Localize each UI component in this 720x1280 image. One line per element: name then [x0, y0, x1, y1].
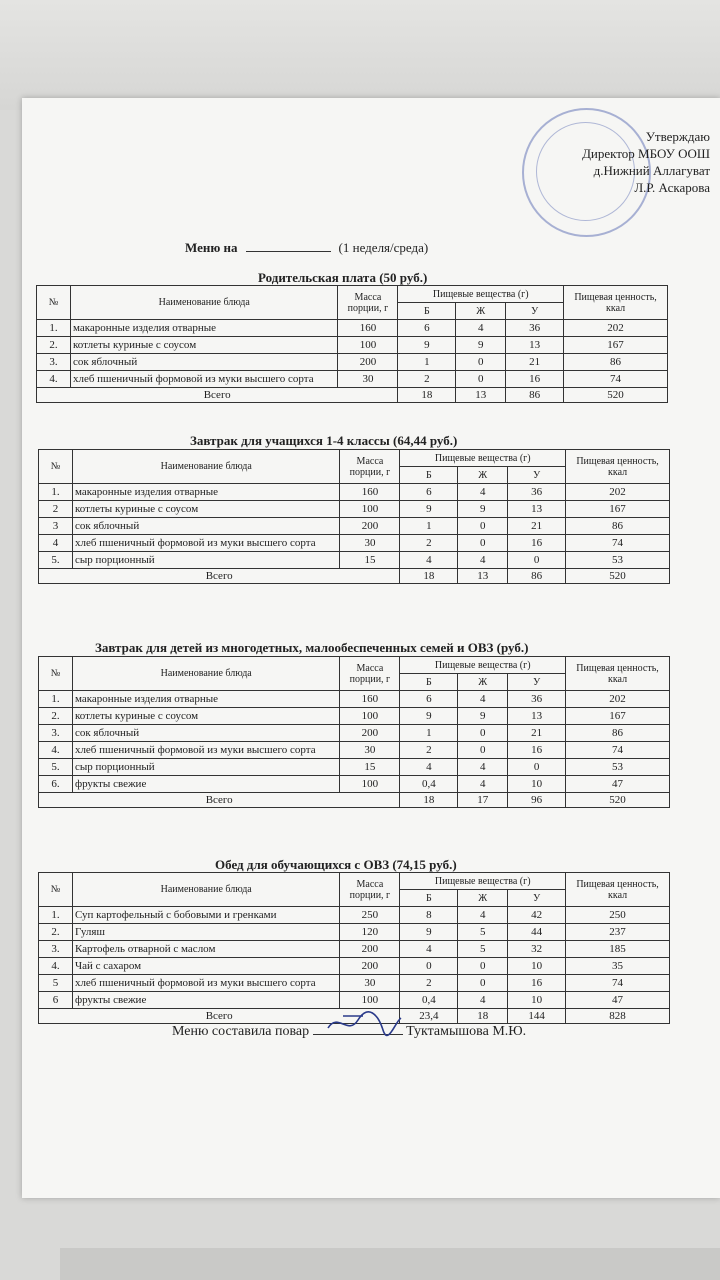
total-energy: 520: [566, 569, 670, 584]
total-carb: 86: [506, 388, 564, 403]
protein-value: 4: [400, 759, 458, 776]
col-header-name: Наименование блюда: [70, 286, 338, 320]
total-energy: 828: [566, 1009, 670, 1024]
menu-table: [36, 285, 668, 403]
carb-value: 16: [506, 371, 564, 388]
fat-value: 0: [458, 518, 508, 535]
fat-value: 5: [458, 941, 508, 958]
row-number: 5.: [39, 759, 73, 776]
portion-mass: 15: [340, 759, 400, 776]
fat-value: 4: [458, 691, 508, 708]
carb-value: 0: [508, 759, 566, 776]
row-number: 6.: [39, 776, 73, 793]
energy-value: 202: [566, 484, 670, 501]
col-header-nutrients: Пищевые вещества (г): [400, 873, 566, 890]
dish-name: сок яблочный: [72, 725, 340, 742]
dish-name: Суп картофельный с бобовыми и гренками: [72, 907, 340, 924]
col-header-u: У: [506, 303, 564, 320]
portion-mass: 100: [338, 337, 398, 354]
portion-mass: 200: [338, 354, 398, 371]
fat-value: 0: [456, 354, 506, 371]
portion-mass: 30: [340, 742, 400, 759]
protein-value: 2: [400, 535, 458, 552]
protein-value: 6: [400, 484, 458, 501]
table-row: [39, 958, 670, 975]
approval-line: д.Нижний Аллагуват: [593, 163, 710, 178]
portion-mass: 100: [340, 501, 400, 518]
col-header-b: Б: [400, 674, 458, 691]
menu-header-suffix: (1 неделя/среда): [338, 240, 429, 255]
row-number: 1.: [39, 907, 73, 924]
table-row: [39, 535, 670, 552]
table-row: [37, 320, 668, 337]
protein-value: 4: [400, 941, 458, 958]
carb-value: 36: [506, 320, 564, 337]
total-row: [39, 793, 670, 808]
carb-value: 36: [508, 691, 566, 708]
dish-name: фрукты свежие: [72, 992, 340, 1009]
col-header-zh: Ж: [458, 890, 508, 907]
table-row: [39, 552, 670, 569]
approval-line: Директор МБОУ ООШ: [582, 146, 710, 161]
energy-value: 202: [564, 320, 668, 337]
energy-value: 74: [566, 535, 670, 552]
protein-value: 1: [400, 518, 458, 535]
menu-header-prefix: Меню на: [185, 240, 238, 255]
dish-name: макаронные изделия отварные: [72, 484, 340, 501]
table-row: [39, 941, 670, 958]
table-row: [37, 337, 668, 354]
carb-value: 13: [506, 337, 564, 354]
carb-value: 16: [508, 742, 566, 759]
fat-value: 0: [458, 975, 508, 992]
energy-value: 53: [566, 759, 670, 776]
desk-edge: [60, 1248, 720, 1280]
col-header-b: Б: [398, 303, 456, 320]
energy-value: 35: [566, 958, 670, 975]
row-number: 2: [39, 501, 73, 518]
table-row: [39, 708, 670, 725]
fat-value: 4: [458, 552, 508, 569]
portion-mass: 30: [340, 975, 400, 992]
total-row: [39, 569, 670, 584]
dish-name: хлеб пшеничный формовой из муки высшего сорта: [72, 975, 340, 992]
dish-name: хлеб пшеничный формовой из муки высшего сорта: [72, 535, 340, 552]
total-protein: 18: [400, 569, 458, 584]
col-header-num: №: [39, 657, 73, 691]
carb-value: 32: [508, 941, 566, 958]
col-header-mass: Масса порции, г: [338, 286, 398, 320]
portion-mass: 200: [340, 958, 400, 975]
dish-name: макаронные изделия отварные: [72, 691, 340, 708]
portion-mass: 160: [340, 484, 400, 501]
table-row: [37, 371, 668, 388]
protein-value: 6: [398, 320, 456, 337]
protein-value: 1: [398, 354, 456, 371]
protein-value: 8: [400, 907, 458, 924]
table-row: [39, 518, 670, 535]
col-header-zh: Ж: [458, 467, 508, 484]
protein-value: 2: [398, 371, 456, 388]
fat-value: 0: [456, 371, 506, 388]
row-number: 4: [39, 535, 73, 552]
fat-value: 4: [458, 907, 508, 924]
row-number: 4.: [39, 958, 73, 975]
fat-value: 4: [458, 759, 508, 776]
energy-value: 237: [566, 924, 670, 941]
total-energy: 520: [564, 388, 668, 403]
protein-value: 9: [400, 708, 458, 725]
background-wall: [0, 0, 720, 110]
portion-mass: 160: [338, 320, 398, 337]
fat-value: 5: [458, 924, 508, 941]
fat-value: 0: [458, 958, 508, 975]
total-label: Всего: [37, 388, 398, 403]
protein-value: 1: [400, 725, 458, 742]
energy-value: 167: [564, 337, 668, 354]
carb-value: 36: [508, 484, 566, 501]
carb-value: 10: [508, 958, 566, 975]
total-label: Всего: [39, 1009, 400, 1024]
carb-value: 21: [508, 725, 566, 742]
col-header-u: У: [508, 890, 566, 907]
col-header-zh: Ж: [456, 303, 506, 320]
menu-table: [38, 449, 670, 584]
carb-value: 16: [508, 535, 566, 552]
dish-name: сыр порционный: [72, 759, 340, 776]
total-fat: 17: [458, 793, 508, 808]
col-header-num: №: [39, 873, 73, 907]
total-fat: 13: [458, 569, 508, 584]
total-energy: 520: [566, 793, 670, 808]
portion-mass: 100: [340, 708, 400, 725]
portion-mass: 200: [340, 941, 400, 958]
table-row: [39, 742, 670, 759]
dish-name: фрукты свежие: [72, 776, 340, 793]
energy-value: 74: [564, 371, 668, 388]
fat-value: 4: [456, 320, 506, 337]
fat-value: 4: [458, 992, 508, 1009]
menu-header: [185, 240, 428, 256]
portion-mass: 100: [340, 992, 400, 1009]
date-blank: [246, 251, 331, 252]
table-row: [39, 924, 670, 941]
row-number: 1.: [37, 320, 71, 337]
energy-value: 86: [566, 518, 670, 535]
fat-value: 9: [458, 501, 508, 518]
portion-mass: 30: [338, 371, 398, 388]
col-header-energy: Пищевая ценность, ккал: [566, 450, 670, 484]
dish-name: котлеты куриные с соусом: [72, 501, 340, 518]
section-title: Завтрак для детей из многодетных, малообеспеченных семей и ОВЗ (руб.): [95, 640, 529, 655]
row-number: 1.: [39, 484, 73, 501]
portion-mass: 120: [340, 924, 400, 941]
table-row: [39, 992, 670, 1009]
menu-table: [38, 656, 670, 808]
fat-value: 0: [458, 742, 508, 759]
col-header-energy: Пищевая ценность, ккал: [566, 873, 670, 907]
energy-value: 47: [566, 776, 670, 793]
table-row: [39, 975, 670, 992]
dish-name: Гуляш: [72, 924, 340, 941]
row-number: 3.: [39, 941, 73, 958]
fat-value: 4: [458, 776, 508, 793]
carb-value: 21: [506, 354, 564, 371]
portion-mass: 200: [340, 518, 400, 535]
col-header-name: Наименование блюда: [72, 450, 340, 484]
total-protein: 23,4: [400, 1009, 458, 1024]
carb-value: 42: [508, 907, 566, 924]
col-header-num: №: [39, 450, 73, 484]
total-carb: 86: [508, 569, 566, 584]
handwritten-signature: [323, 1010, 403, 1040]
row-number: 3.: [39, 725, 73, 742]
total-label: Всего: [39, 569, 400, 584]
table-row: [39, 725, 670, 742]
carb-value: 44: [508, 924, 566, 941]
energy-value: 86: [566, 725, 670, 742]
carb-value: 13: [508, 708, 566, 725]
energy-value: 47: [566, 992, 670, 1009]
col-header-nutrients: Пищевые вещества (г): [398, 286, 564, 303]
table-row: [39, 691, 670, 708]
col-header-zh: Ж: [458, 674, 508, 691]
row-number: 5.: [39, 552, 73, 569]
approval-line: Л.Р. Аскарова: [634, 180, 710, 195]
row-number: 4.: [39, 742, 73, 759]
portion-mass: 15: [340, 552, 400, 569]
dish-name: котлеты куриные с соусом: [72, 708, 340, 725]
energy-value: 74: [566, 742, 670, 759]
total-protein: 18: [400, 793, 458, 808]
protein-value: 6: [400, 691, 458, 708]
col-header-num: №: [37, 286, 71, 320]
dish-name: макаронные изделия отварные: [70, 320, 338, 337]
table-row: [39, 501, 670, 518]
col-header-u: У: [508, 674, 566, 691]
section-title: Родительская плата (50 руб.): [258, 270, 428, 285]
col-header-mass: Масса порции, г: [340, 657, 400, 691]
fat-value: 0: [458, 725, 508, 742]
row-number: 1.: [39, 691, 73, 708]
col-header-u: У: [508, 467, 566, 484]
row-number: 6: [39, 992, 73, 1009]
total-fat: 13: [456, 388, 506, 403]
total-carb: 144: [508, 1009, 566, 1024]
energy-value: 86: [564, 354, 668, 371]
section-title: Обед для обучающихся с ОВЗ (74,15 руб.): [215, 857, 457, 872]
protein-value: 0,4: [400, 776, 458, 793]
row-number: 2.: [39, 924, 73, 941]
energy-value: 202: [566, 691, 670, 708]
row-number: 5: [39, 975, 73, 992]
footer-signature: [172, 1020, 526, 1040]
footer-prefix: Меню составила повар: [172, 1024, 310, 1039]
section-title: Завтрак для учащихся 1-4 классы (64,44 руб.): [190, 433, 458, 448]
portion-mass: 200: [340, 725, 400, 742]
fat-value: 4: [458, 484, 508, 501]
carb-value: 21: [508, 518, 566, 535]
total-label: Всего: [39, 793, 400, 808]
total-fat: 18: [458, 1009, 508, 1024]
cook-name: Туктамышова М.Ю.: [406, 1024, 527, 1039]
approval-block: [500, 128, 710, 196]
carb-value: 13: [508, 501, 566, 518]
table-row: [39, 759, 670, 776]
protein-value: 2: [400, 975, 458, 992]
col-header-nutrients: Пищевые вещества (г): [400, 450, 566, 467]
fat-value: 9: [458, 708, 508, 725]
dish-name: котлеты куриные с соусом: [70, 337, 338, 354]
carb-value: 10: [508, 992, 566, 1009]
row-number: 2.: [39, 708, 73, 725]
col-header-b: Б: [400, 467, 458, 484]
portion-mass: 30: [340, 535, 400, 552]
col-header-b: Б: [400, 890, 458, 907]
carb-value: 0: [508, 552, 566, 569]
energy-value: 74: [566, 975, 670, 992]
energy-value: 167: [566, 501, 670, 518]
energy-value: 167: [566, 708, 670, 725]
dish-name: хлеб пшеничный формовой из муки высшего сорта: [72, 742, 340, 759]
protein-value: 9: [400, 924, 458, 941]
portion-mass: 160: [340, 691, 400, 708]
row-number: 4.: [37, 371, 71, 388]
table-row: [39, 907, 670, 924]
portion-mass: 100: [340, 776, 400, 793]
total-carb: 96: [508, 793, 566, 808]
dish-name: сок яблочный: [70, 354, 338, 371]
total-protein: 18: [398, 388, 456, 403]
total-row: [37, 388, 668, 403]
col-header-nutrients: Пищевые вещества (г): [400, 657, 566, 674]
col-header-energy: Пищевая ценность, ккал: [564, 286, 668, 320]
fat-value: 9: [456, 337, 506, 354]
carb-value: 16: [508, 975, 566, 992]
protein-value: 9: [398, 337, 456, 354]
protein-value: 0: [400, 958, 458, 975]
col-header-energy: Пищевая ценность, ккал: [566, 657, 670, 691]
energy-value: 250: [566, 907, 670, 924]
row-number: 3: [39, 518, 73, 535]
row-number: 3.: [37, 354, 71, 371]
protein-value: 2: [400, 742, 458, 759]
table-row: [37, 354, 668, 371]
table-row: [39, 484, 670, 501]
col-header-mass: Масса порции, г: [340, 450, 400, 484]
protein-value: 9: [400, 501, 458, 518]
dish-name: сыр порционный: [72, 552, 340, 569]
menu-table: [38, 872, 670, 1024]
table-row: [39, 776, 670, 793]
dish-name: сок яблочный: [72, 518, 340, 535]
fat-value: 0: [458, 535, 508, 552]
col-header-mass: Масса порции, г: [340, 873, 400, 907]
dish-name: Картофель отварной с маслом: [72, 941, 340, 958]
col-header-name: Наименование блюда: [72, 657, 340, 691]
carb-value: 10: [508, 776, 566, 793]
dish-name: хлеб пшеничный формовой из муки высшего сорта: [70, 371, 338, 388]
energy-value: 185: [566, 941, 670, 958]
energy-value: 53: [566, 552, 670, 569]
dish-name: Чай с сахаром: [72, 958, 340, 975]
protein-value: 4: [400, 552, 458, 569]
portion-mass: 250: [340, 907, 400, 924]
row-number: 2.: [37, 337, 71, 354]
protein-value: 0,4: [400, 992, 458, 1009]
col-header-name: Наименование блюда: [72, 873, 340, 907]
signature-line: [313, 1020, 403, 1035]
approval-line: Утверждаю: [645, 129, 710, 144]
